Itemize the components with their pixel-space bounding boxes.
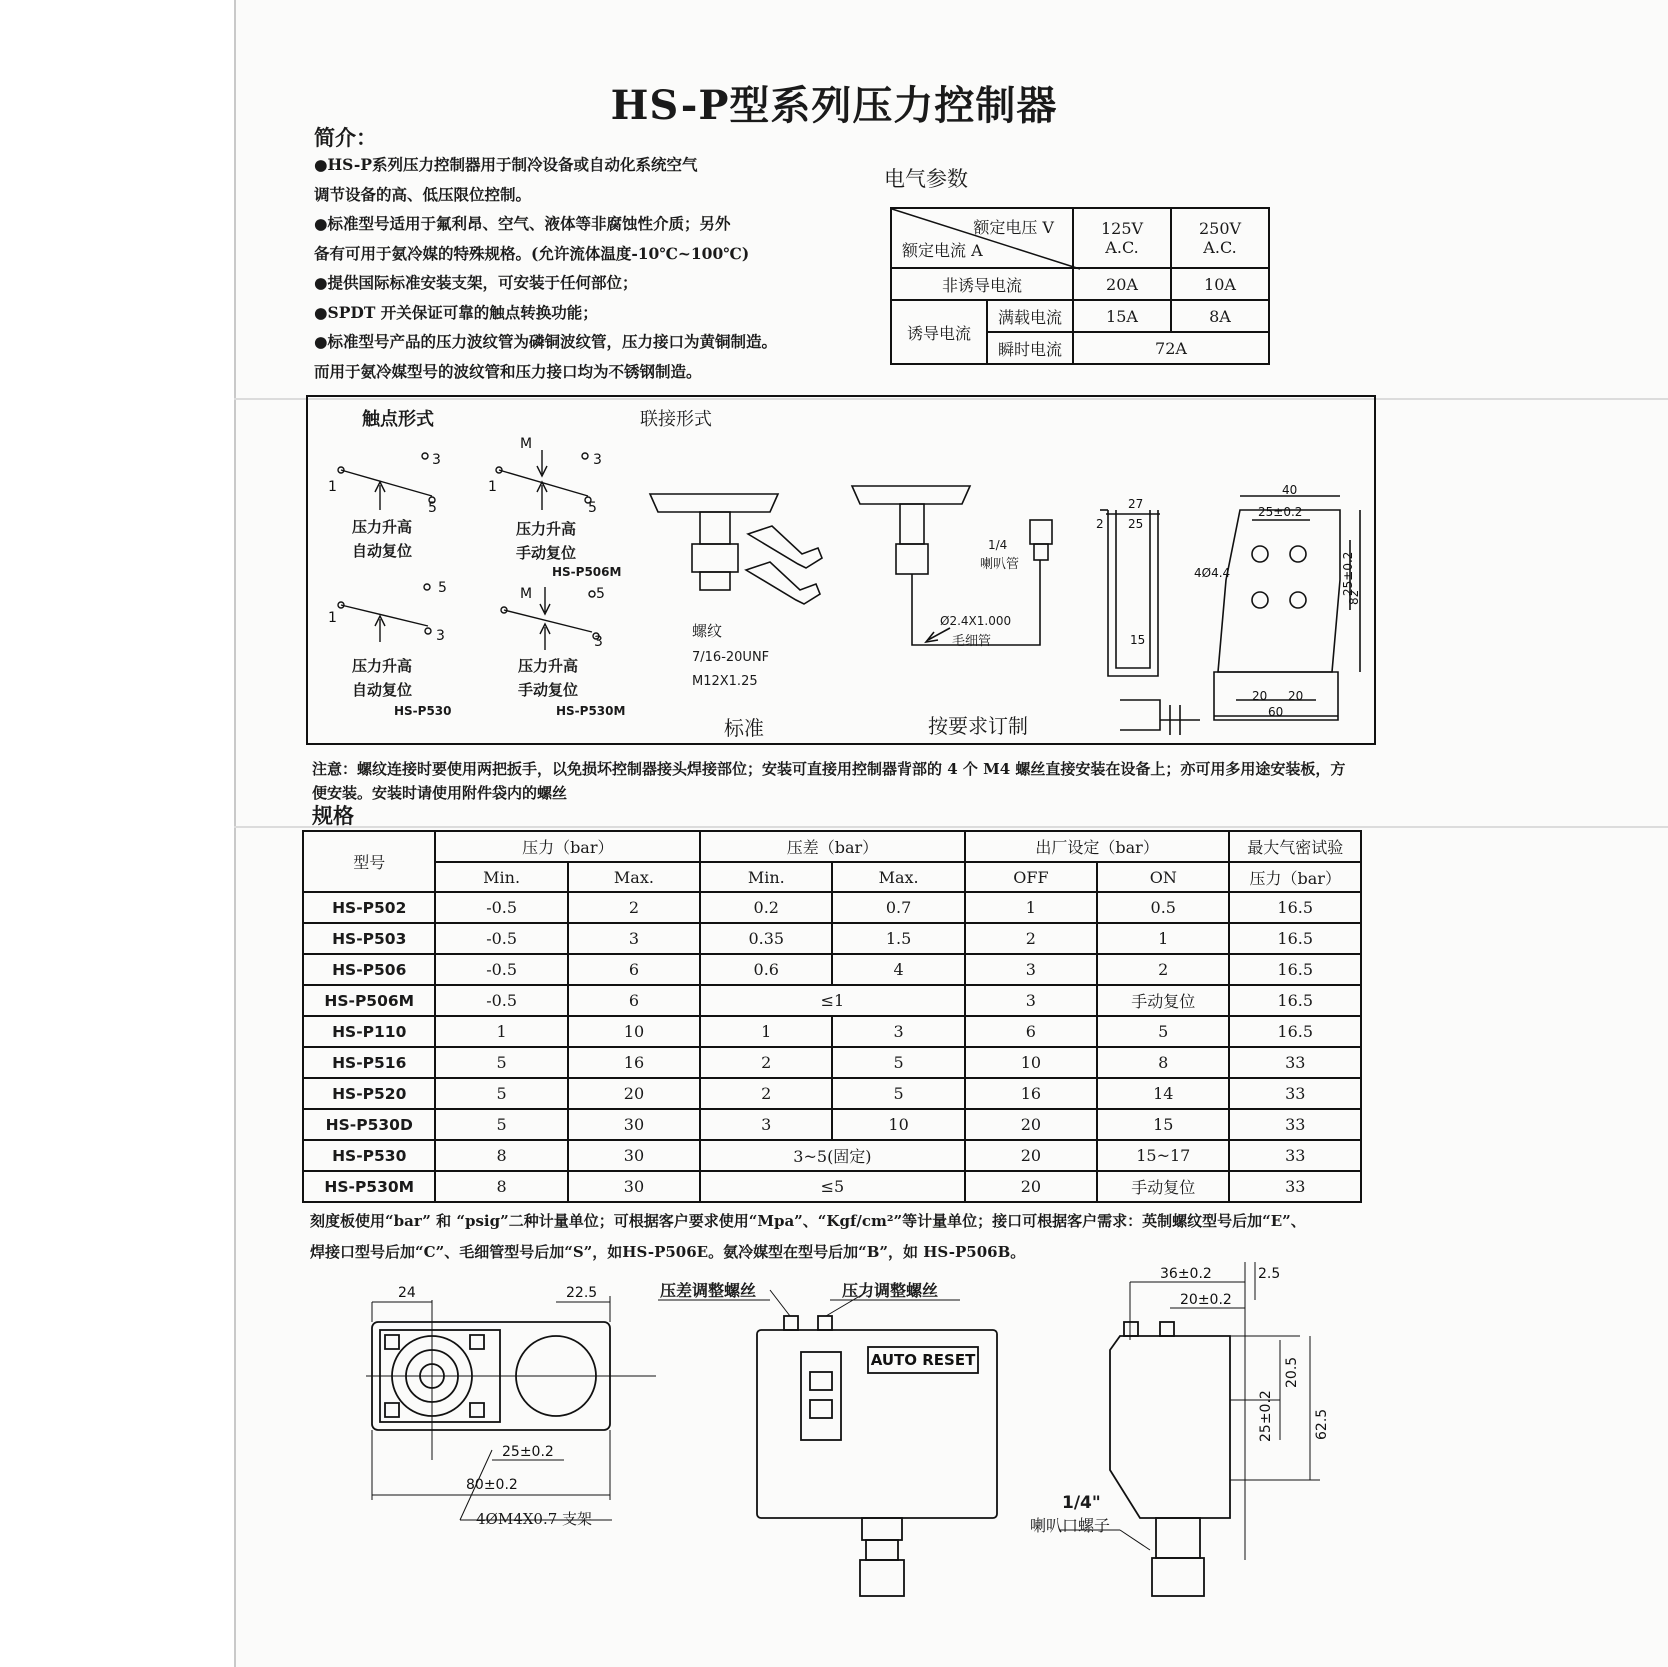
model-cell: HS-P503: [303, 923, 435, 954]
value-cell: 16.5: [1229, 892, 1361, 923]
model-cell: HS-P502: [303, 892, 435, 923]
voltage-125: 125V: [1100, 219, 1144, 238]
value-cell: 20: [965, 1109, 1097, 1140]
dimension: 20.5: [1284, 1356, 1300, 1388]
voltage-250: 250V: [1198, 219, 1242, 238]
document-title: HS-P型系列压力控制器: [610, 82, 1058, 129]
auto-reset-plate: AUTO RESET: [870, 1351, 976, 1369]
value-cell: 10: [568, 1016, 700, 1047]
footnote-line: 焊接口型号后加“C”、毛细管型号后加“S”，如HS-P506E。氨冷媒型在型号后加“B”，如 HS-P506B。: [310, 1243, 1026, 1261]
pin-label: 3: [432, 452, 441, 468]
col-model: 型号: [303, 831, 435, 892]
pin-label: M: [520, 436, 533, 452]
value-cell: 手动复位: [1097, 985, 1229, 1016]
col-max-test: 压力（bar）: [1229, 862, 1361, 892]
value-cell: 5: [435, 1109, 567, 1140]
pin-label: M: [520, 586, 533, 602]
non-inductive-label: 非诱导电流: [891, 268, 1073, 300]
auto-reset-label: 自动复位: [352, 542, 413, 560]
diff-screw-label: 压差调整螺丝: [660, 1281, 757, 1300]
model-label: HS-P506M: [552, 565, 622, 579]
value-cell: 15: [1097, 1109, 1229, 1140]
contact-heading: 触点形式: [362, 409, 434, 430]
note-label: 注意：: [312, 760, 358, 778]
ac-label: A.C.: [1203, 238, 1237, 257]
intro-line: ●HS-P系列压力控制器用于制冷设备或自动化系统空气: [314, 155, 698, 174]
pressure-rise-label: 压力升高: [516, 520, 577, 538]
value-cell: 15~17: [1097, 1140, 1229, 1171]
thread-spec: 7/16-20UNF: [692, 650, 770, 665]
inductive-label: 诱导电流: [891, 300, 987, 364]
manual-reset-label: 手动复位: [516, 544, 577, 562]
intro-line: ●标准型号适用于氟利昂、空气、液体等非腐蚀性介质；另外: [314, 214, 731, 233]
value-cell: 2: [700, 1047, 832, 1078]
value-cell: 0.2: [700, 892, 832, 923]
ac-label: A.C.: [1105, 238, 1139, 257]
value-cell: 3: [965, 954, 1097, 985]
value-cell: 16: [965, 1078, 1097, 1109]
value-cell: 3: [832, 1016, 964, 1047]
pressure-rise-label: 压力升高: [352, 518, 413, 536]
value-cell: 1.5: [832, 923, 964, 954]
value-cell: 5: [435, 1047, 567, 1078]
model-cell: HS-P506: [303, 954, 435, 985]
intro-line: ●标准型号产品的压力波纹管为磷铜波纹管，压力接口为黄铜制造。: [314, 332, 778, 351]
value-cell: 33: [1229, 1047, 1361, 1078]
dimension: 20: [1288, 689, 1304, 703]
intro-line: ●SPDT 开关保证可靠的触点转换功能；: [314, 302, 598, 322]
value-cell: 2: [700, 1078, 832, 1109]
value-cell: 1: [965, 892, 1097, 923]
non-inductive-250: 10A: [1171, 268, 1269, 300]
value-cell: 1: [435, 1016, 567, 1047]
dimension: 25±0.2: [1258, 1390, 1274, 1442]
value-cell: 2: [965, 923, 1097, 954]
value-cell: 20: [965, 1171, 1097, 1202]
dimension: 2: [1096, 517, 1104, 531]
value-cell: 手动复位: [1097, 1171, 1229, 1202]
model-cell: HS-P530D: [303, 1109, 435, 1140]
pressure-rise-label: 压力升高: [518, 657, 579, 675]
value-cell: 10: [965, 1047, 1097, 1078]
full-load-125: 15A: [1073, 300, 1171, 332]
value-cell: 0.6: [700, 954, 832, 985]
value-cell: 14: [1097, 1078, 1229, 1109]
model-cell: HS-P530: [303, 1140, 435, 1171]
value-cell: -0.5: [435, 923, 567, 954]
value-cell: 16.5: [1229, 954, 1361, 985]
col-differential: 压差（bar）: [700, 831, 965, 862]
col-pressure: 压力（bar）: [435, 831, 700, 862]
spec-heading: 规格: [312, 803, 354, 828]
model-label: HS-P530: [394, 704, 452, 718]
intro-heading: 简介：: [314, 125, 377, 150]
value-cell: 6: [568, 954, 700, 985]
model-label: HS-P530M: [556, 704, 626, 718]
value-cell: 20: [568, 1078, 700, 1109]
manual-reset-label: 手动复位: [518, 681, 579, 699]
col-on: ON: [1097, 862, 1229, 892]
rated-voltage-label: 额定电压 V: [973, 218, 1054, 237]
pressure-rise-label: 压力升高: [352, 657, 413, 675]
value-cell: 10: [832, 1109, 964, 1140]
auto-reset-label: 自动复位: [352, 681, 413, 699]
value-cell: 30: [568, 1109, 700, 1140]
dimension: 36±0.2: [1160, 1266, 1212, 1282]
pin-label: 1: [328, 479, 337, 495]
dimension: 27: [1128, 497, 1144, 511]
pin-label: 3: [594, 634, 603, 650]
value-cell: 8: [435, 1140, 567, 1171]
value-cell: 1: [1097, 923, 1229, 954]
dimension: 22.5: [566, 1285, 598, 1301]
instant-value: 72A: [1073, 332, 1269, 364]
dimension: 25±0.2: [1258, 505, 1303, 519]
value-cell: -0.5: [435, 892, 567, 923]
value-cell: 5: [832, 1047, 964, 1078]
value-cell: 0.5: [1097, 892, 1229, 923]
value-cell: 33: [1229, 1109, 1361, 1140]
value-cell: 3: [965, 985, 1097, 1016]
full-load-250: 8A: [1171, 300, 1269, 332]
dimension: 20±0.2: [1180, 1292, 1232, 1308]
dimension: 82: [1347, 589, 1361, 605]
value-cell: 5: [435, 1078, 567, 1109]
model-cell: HS-P110: [303, 1016, 435, 1047]
model-cell: HS-P516: [303, 1047, 435, 1078]
value-cell: 16.5: [1229, 985, 1361, 1016]
col-max: Max.: [568, 862, 700, 892]
instant-label: 瞬时电流: [987, 332, 1073, 364]
value-cell: 16: [568, 1047, 700, 1078]
value-cell: 2: [568, 892, 700, 923]
dimension: 80±0.2: [466, 1477, 518, 1493]
flare-nut-label: 喇叭口螺子: [1030, 1516, 1111, 1535]
intro-line: 而用于氨冷媒型号的波纹管和压力接口均为不锈钢制造。: [314, 361, 702, 381]
capillary-label: Ø2.4X1.000: [940, 614, 1012, 628]
intro-line: ●提供国际标准安装支架，可安装于任何部位；: [314, 273, 638, 292]
dimension: 2.5: [1258, 1266, 1281, 1282]
value-cell: 0.35: [700, 923, 832, 954]
intro-line: 备有可用于氨冷媒的特殊规格。(允许流体温度-10℃~100℃): [314, 243, 750, 263]
value-cell: ≤1: [700, 985, 965, 1016]
thread-label: 螺纹: [692, 622, 723, 640]
value-cell: -0.5: [435, 985, 567, 1016]
value-cell: 4: [832, 954, 964, 985]
dimension: 62.5: [1314, 1408, 1330, 1440]
model-cell: HS-P506M: [303, 985, 435, 1016]
connection-heading: 联接形式: [640, 409, 712, 430]
full-load-label: 满载电流: [987, 300, 1073, 332]
dimension: 25±0.2: [1341, 551, 1355, 596]
value-cell: 33: [1229, 1078, 1361, 1109]
value-cell: 8: [435, 1171, 567, 1202]
dimension: 40: [1282, 483, 1298, 497]
col-off: OFF: [965, 862, 1097, 892]
pin-label: 3: [593, 452, 602, 468]
capillary-label: 毛细管: [952, 634, 992, 649]
bracket-label: 4ØM4X0.7 支架: [476, 1510, 593, 1528]
dimension: 15: [1130, 633, 1146, 647]
flare-label: 喇叭管: [980, 557, 1020, 572]
model-cell: HS-P520: [303, 1078, 435, 1109]
value-cell: 16.5: [1229, 1016, 1361, 1047]
custom-label: 按要求订制: [928, 714, 1028, 738]
pin-label: 1: [488, 479, 497, 495]
pin-label: 3: [436, 628, 445, 644]
model-cell: HS-P530M: [303, 1171, 435, 1202]
value-cell: 1: [700, 1016, 832, 1047]
note-text: 螺纹连接时要使用两把扳手，以免损坏控制器接头焊接部位；安装可直接用控制器背部的 4 个 M4 螺丝直接安装在设备上；亦可用多用途安装板，方便安装。安装时请使用附件袋内的螺丝: [312, 760, 1346, 802]
value-cell: 6: [965, 1016, 1097, 1047]
value-cell: 3~5(固定): [700, 1140, 965, 1171]
dimension: 25: [1128, 517, 1144, 531]
value-cell: 3: [700, 1109, 832, 1140]
value-cell: 0.7: [832, 892, 964, 923]
value-cell: 30: [568, 1140, 700, 1171]
value-cell: 20: [965, 1140, 1097, 1171]
value-cell: 2: [1097, 954, 1229, 985]
value-cell: -0.5: [435, 954, 567, 985]
flare-size-label: 1/4": [1062, 1493, 1101, 1513]
col-factory: 出厂设定（bar）: [965, 831, 1230, 862]
col-max-test: 最大气密试验: [1229, 831, 1361, 862]
dimension: 4Ø4.4: [1194, 566, 1231, 580]
pin-label: 5: [438, 580, 447, 596]
pin-label: 1: [328, 610, 337, 626]
value-cell: 3: [568, 923, 700, 954]
intro-line: 调节设备的高、低压限位控制。: [314, 184, 532, 204]
dimension: 60: [1268, 705, 1284, 719]
value-cell: 30: [568, 1171, 700, 1202]
value-cell: ≤5: [700, 1171, 965, 1202]
thread-spec: M12X1.25: [692, 674, 758, 689]
electrical-heading: 电气参数: [884, 167, 968, 191]
pressure-screw-label: 压力调整螺丝: [842, 1281, 939, 1300]
dimension: 25±0.2: [502, 1444, 554, 1460]
standard-label: 标准: [724, 716, 764, 740]
rated-current-label: 额定电流 A: [902, 241, 983, 260]
col-min: Min.: [435, 862, 567, 892]
dimension: 20: [1252, 689, 1268, 703]
non-inductive-125: 20A: [1073, 268, 1171, 300]
value-cell: 33: [1229, 1171, 1361, 1202]
value-cell: 6: [568, 985, 700, 1016]
pin-label: 5: [596, 586, 605, 602]
col-max: Max.: [832, 862, 964, 892]
col-min: Min.: [700, 862, 832, 892]
pin-label: 5: [428, 500, 437, 516]
value-cell: 16.5: [1229, 923, 1361, 954]
footnote-line: 刻度板使用“bar” 和 “psig”二种计量单位；可根据客户要求使用“Mpa”、“Kgf/cm²”等计量单位；接口可根据客户需求：英制螺纹型号后加“E”、: [310, 1212, 1306, 1230]
value-cell: 5: [832, 1078, 964, 1109]
pin-label: 5: [588, 500, 597, 516]
value-cell: 8: [1097, 1047, 1229, 1078]
flare-label: 1/4: [988, 538, 1008, 552]
value-cell: 5: [1097, 1016, 1229, 1047]
value-cell: 33: [1229, 1140, 1361, 1171]
dimension: 24: [398, 1285, 416, 1301]
